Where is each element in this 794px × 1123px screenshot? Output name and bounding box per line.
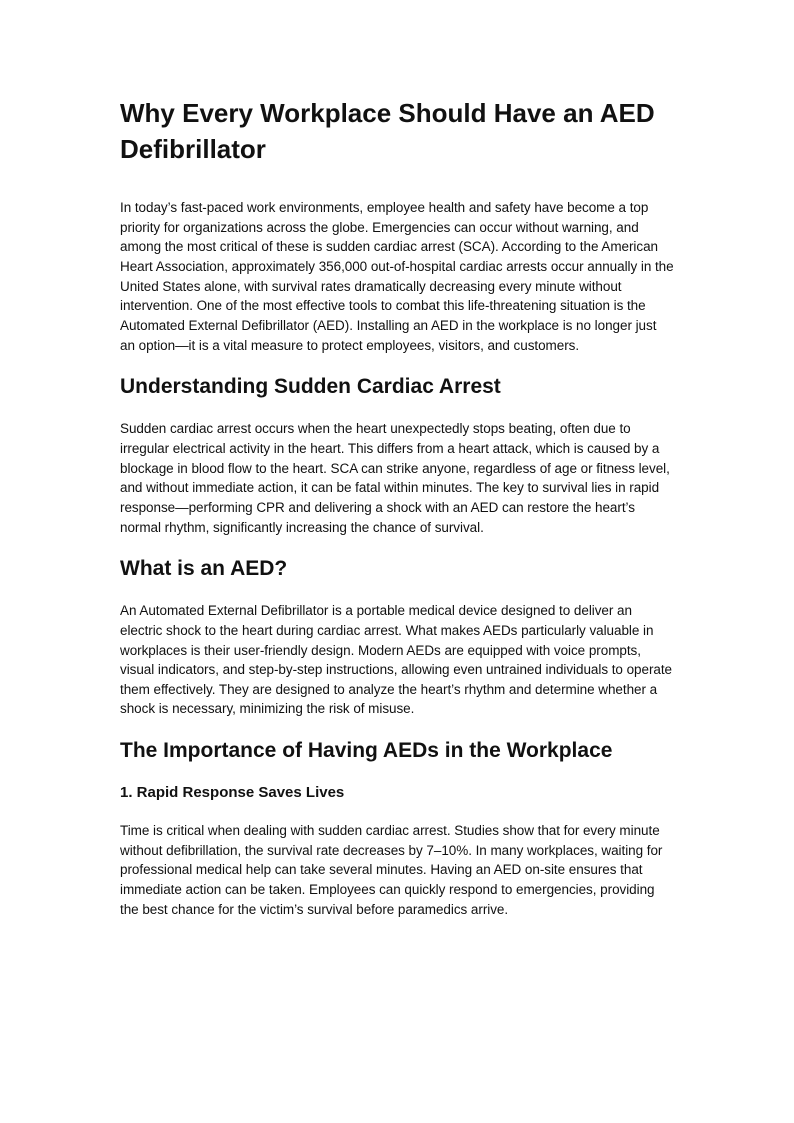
what-is-aed-section bbox=[120, 555, 675, 719]
workplace-importance-heading: The Importance of Having AEDs in the Workplace bbox=[120, 739, 613, 763]
what-is-aed-paragraph: An Automated External Defibrillator is a portable medical device designed to deliver an electric shock to the heart during cardiac arrest. What makes AEDs particularly valuable in workplaces is their user-friendly design. Modern AEDs are equipped with voice prompts, visual indicators, and step-by-step instructions, allowing even untrained individuals to operate them effectively. They are designed to analyze the heart’s rhythm and determine whether a shock is necessary, minimizing the risk of misuse. bbox=[120, 603, 673, 717]
workplace-importance-section bbox=[120, 737, 675, 919]
understanding-sca-heading: Understanding Sudden Cardiac Arrest bbox=[120, 375, 501, 399]
document-title: Why Every Workplace Should Have an AED Defibrillator bbox=[120, 98, 655, 164]
what-is-aed-heading: What is an AED? bbox=[120, 557, 288, 581]
rapid-response-subheading: 1. Rapid Response Saves Lives bbox=[120, 784, 345, 802]
rapid-response-paragraph: Time is critical when dealing with sudden cardiac arrest. Studies show that for every minute without defibrillation, the survival rate decreases by 7–10%. In many workplaces, waiting for professional medical help can take several minutes. Having an AED on-site ensures that immediate action can be taken. Employees can quickly respond to emergencies, providing the best chance for the victim’s survival before paramedics arrive. bbox=[120, 823, 663, 917]
document-page bbox=[120, 95, 675, 937]
understanding-sca-paragraph: Sudden cardiac arrest occurs when the heart unexpectedly stops beating, often due to irregular electrical activity in the heart. This differs from a heart attack, which is caused by a blockage in blood flow to the heart. SCA can strike anyone, regardless of age or fitness level, and without immediate action, it can be fatal within minutes. The key to survival lies in rapid response—performing CPR and delivering a shock with an AED can restore the heart’s normal rhythm, significantly increasing the chance of survival. bbox=[120, 421, 670, 535]
understanding-sca-section bbox=[120, 373, 675, 537]
intro-paragraph: In today’s fast-paced work environments, employee health and safety have become a top priority for organizations across the globe. Emergencies can occur without warning, and among the most critical of these is sudden cardiac arrest (SCA). According to the American Heart Association, approximately 356,000 out-of-hospital cardiac arrests occur annually in the United States alone, with survival rates dramatically decreasing every minute without intervention. One of the most effective tools to combat this life-threatening situation is the Automated External Defibrillator (AED). Installing an AED in the workplace is no longer just an option—it is a vital measure to protect employees, visitors, and customers. bbox=[120, 200, 674, 353]
